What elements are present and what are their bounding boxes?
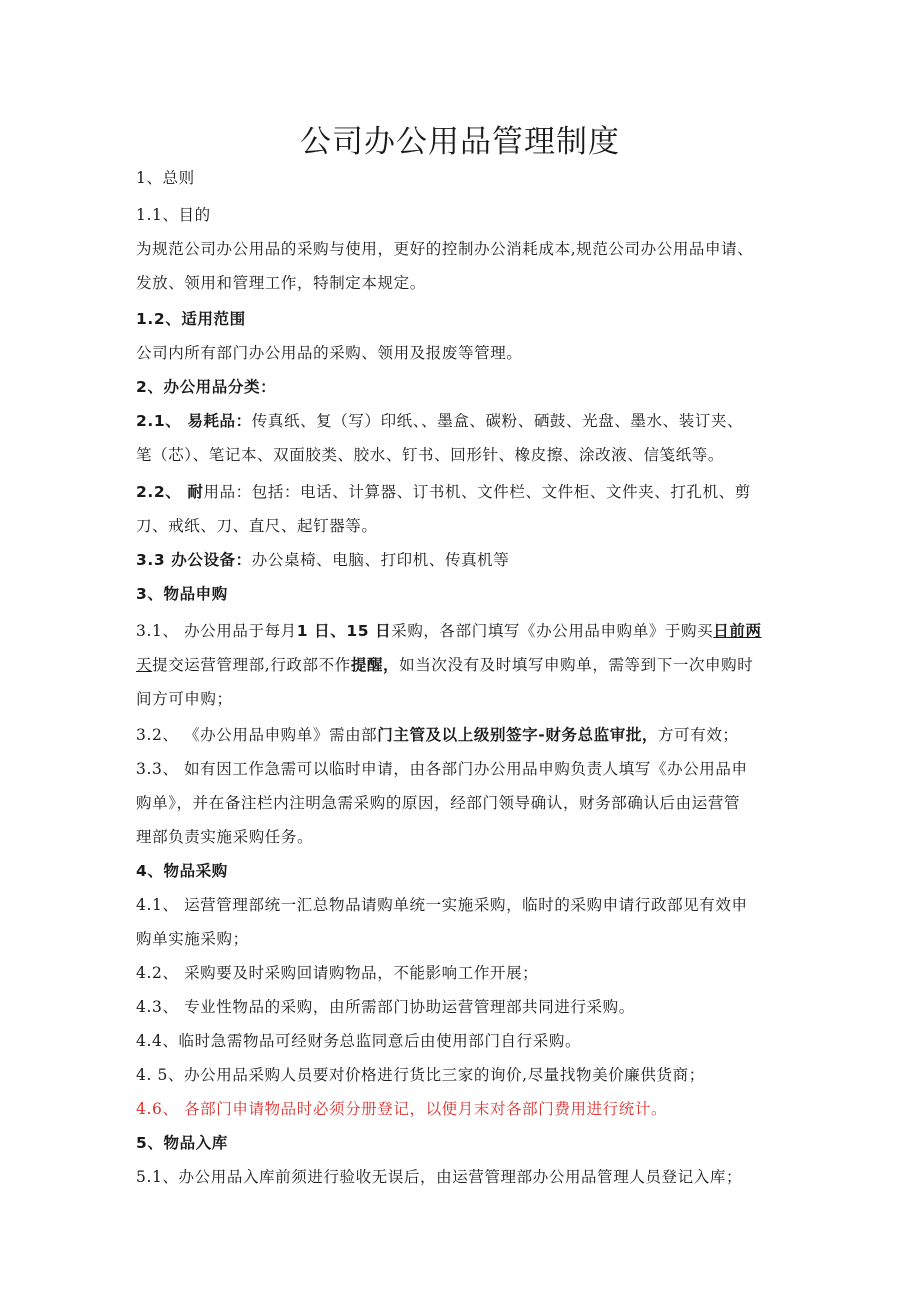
category-2-2-text: 用品：包括：电话、计算器、订书机、文件栏、文件柜、文件夹、打孔机、剪 (203, 483, 751, 501)
item-3-3-line-3: 理部负责实施采购任务。 (136, 828, 314, 846)
item-3-2-line (136, 725, 796, 745)
category-2-1-line-2: 笔（芯）、笔记本、双面胶类、胶水、钉书、回形针、橡皮擦、涂改液、信笺纸等。 (136, 446, 724, 464)
item-4-3-line: 4.3、 专业性物品的采购，由所需部门协助运营管理部共同进行采购。 (136, 998, 635, 1016)
scope-paragraph: 公司内所有部门办公用品的采购、领用及报废等管理。 (136, 344, 523, 362)
category-2-2-line-2: 刀、戒纸、刀、直尺、起钉器等。 (136, 517, 378, 535)
section-1-1-heading: 1.1、目的 (136, 206, 211, 224)
item-3-1-line-1 (136, 621, 796, 641)
item-5-1-line: 5.1、办公用品入库前须进行验收无误后，由运营管理部办公用品管理人员登记入库； (136, 1168, 743, 1186)
item-3-1-line-2 (136, 655, 796, 675)
item-3-1-text-b: 采购，各部门填写《办公用品申购单》于购买 (391, 622, 714, 640)
item-3-1-deadline-cont: 天 (136, 656, 153, 674)
category-3-3-line (136, 550, 796, 570)
item-3-1-line-3: 间方可申购； (136, 690, 233, 708)
category-3-3-text: 办公桌椅、电脑、打印机、传真机等 (251, 551, 510, 569)
section-2-heading: 2、办公用品分类： (136, 378, 277, 396)
purpose-paragraph-line-2: 发放、领用和管理工作，特制定本规定。 (136, 274, 426, 292)
purpose-paragraph-line-1: 为规范公司办公用品的采购与使用，更好的控制办公消耗成本,规范公司办公用品申请、 (136, 240, 754, 258)
document-title: 公司办公用品管理制度 (300, 124, 620, 160)
item-4-5-line: 4. 5、办公用品采购人员要对价格进行货比三家的询价,尽量找物美价廉供货商； (136, 1066, 705, 1084)
category-2-1-label: 2.1、 易耗品： (136, 412, 252, 430)
item-4-2-line: 4.2、 采购要及时采购回请购物品，不能影响工作开展； (136, 964, 539, 982)
item-3-2-text-a: 3.2、 《办公用品申购单》需由部 (136, 726, 378, 744)
category-2-2-label: 2.2、 耐 (136, 483, 204, 501)
section-5-heading: 5、物品入库 (136, 1134, 228, 1152)
item-4-6-line: 4.6、 各部门申请物品时必须分册登记，以便月末对各部门费用进行统计。 (136, 1100, 668, 1118)
item-3-1-remind: 提醒， (350, 656, 400, 674)
item-3-3-line-2: 购单》，并在备注栏内注明急需采购的原因，经部门领导确认，财务部确认后由运营管 (136, 794, 741, 812)
item-3-1-deadline: 日前两 (713, 622, 762, 640)
category-2-2-line-1 (136, 482, 796, 502)
item-4-4-line: 4.4、临时急需物品可经财务总监同意后由使用部门自行采购。 (136, 1032, 582, 1050)
item-4-1-line-2: 购单实施采购； (136, 930, 249, 948)
item-3-2-text-c: 方可有效； (658, 726, 739, 744)
item-3-2-approval: 门主管及以上级别签字-财务总监审批， (377, 726, 659, 744)
section-1-heading: 1、总则 (136, 169, 195, 187)
section-4-heading: 4、物品采购 (136, 862, 228, 880)
category-2-1-text: 传真纸、复（写）印纸、、墨盒、碳粉、硒鼓、光盘、墨水、装订夹、 (251, 412, 744, 430)
category-2-1-line-1 (136, 411, 796, 431)
category-3-3-label: 3.3 办公设备： (136, 551, 252, 569)
section-3-heading: 3、物品申购 (136, 585, 228, 603)
item-3-3-line-1: 3.3、 如有因工作急需可以临时申请，由各部门办公用品申购负责人填写《办公用品申 (136, 760, 748, 778)
item-3-1-text-c: 提交运营管理部,行政部不作 (152, 656, 351, 674)
item-3-1-dates: 1 日、15 日 (296, 622, 392, 640)
item-4-1-line-1: 4.1、 运营管理部统一汇总物品请购单统一实施采购，临时的采购申请行政部见有效申 (136, 896, 748, 914)
item-3-1-text-d: 如当次没有及时填写申购单，需等到下一次申购时 (399, 656, 754, 674)
section-1-2-heading: 1.2、适用范围 (136, 310, 246, 328)
item-3-1-text-a: 3.1、 办公用品于每月 (136, 622, 297, 640)
